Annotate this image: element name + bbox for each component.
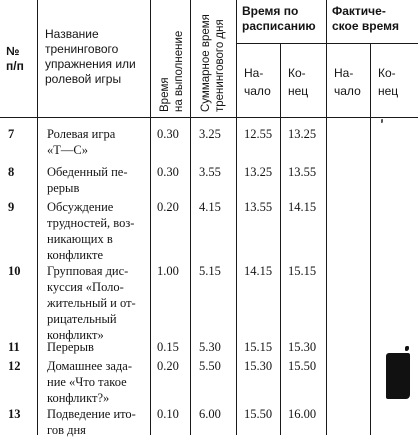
cumulative-value: 4.15 [199,200,221,214]
row-number: 8 [8,165,15,179]
scheduled-start-value: 13.25 [244,165,273,179]
row-number: 10 [8,264,21,278]
header-actual-time: Фактиче- ское время [332,4,399,33]
scheduled-end-value: 14.15 [288,200,317,214]
cumulative-value: 5.30 [199,340,221,354]
ink-speck [405,346,409,351]
ink-speck [381,119,383,123]
scheduled-start-value: 15.15 [244,340,273,354]
scheduled-start-value: 15.50 [244,407,273,421]
header-exercise-name: Название тренингового упражнения или ролевой игры [45,27,136,86]
scheduled-end-value: 16.00 [288,407,317,421]
exercise-name: Домашнее зада- ние «Что такое конфликт?» [47,359,133,405]
duration-value: 0.10 [157,407,179,421]
duration-value: 0.15 [157,340,179,354]
scheduled-end-value: 15.30 [288,340,317,354]
exercise-name: Перерыв [47,340,94,354]
exercise-name: Подведение ито- гов дня [47,407,136,437]
cumulative-value: 3.55 [199,165,221,179]
row-number: 9 [8,200,15,214]
cumulative-value: 5.15 [199,264,221,278]
cumulative-value: 3.25 [199,127,221,141]
row-number: 7 [8,127,15,141]
ink-smudge [386,353,410,399]
row-number: 12 [8,359,21,373]
scheduled-end-value: 13.55 [288,165,317,179]
header-cumulative-time: Суммарное время тренингового дня [200,14,226,112]
duration-value: 1.00 [157,264,179,278]
duration-value: 0.20 [157,200,179,214]
scheduled-start-value: 12.55 [244,127,273,141]
row-number: 11 [8,340,20,354]
duration-value: 0.20 [157,359,179,373]
scheduled-end-value: 15.50 [288,359,317,373]
column-divider [370,43,371,435]
header-bottom-rule [0,117,418,118]
scheduled-end-value: 13.25 [288,127,317,141]
column-divider [326,0,327,435]
column-divider [236,0,237,435]
column-divider [150,0,151,435]
header-actual-end: Ко- нец [378,66,399,98]
exercise-name: Обеденный пе- рерыв [47,165,128,195]
header-duration: Время на выполнение [159,30,185,112]
header-subdivider [236,43,418,44]
exercise-name: Обсуждение трудностей, воз- никающих в конфликте [47,200,135,262]
column-divider [37,0,38,435]
scheduled-start-value: 14.15 [244,264,273,278]
column-divider [280,43,281,435]
header-scheduled-end: Ко- нец [288,66,309,98]
exercise-name: Ролевая игра «Т—С» [47,127,116,157]
column-divider [190,0,191,435]
cumulative-value: 6.00 [199,407,221,421]
scheduled-start-value: 13.55 [244,200,273,214]
duration-value: 0.30 [157,165,179,179]
cumulative-value: 5.50 [199,359,221,373]
header-row-number: № п/п [6,44,24,73]
row-number: 13 [8,407,21,421]
duration-value: 0.30 [157,127,179,141]
exercise-name: Групповая дис- куссия «Поло- жительный и от- рицательный конфликт» [47,264,136,342]
scheduled-start-value: 15.30 [244,359,273,373]
scheduled-end-value: 15.15 [288,264,317,278]
header-actual-start: На- чало [334,66,361,98]
header-scheduled-start: На- чало [244,66,271,98]
header-scheduled-time: Время по расписанию [242,4,316,33]
